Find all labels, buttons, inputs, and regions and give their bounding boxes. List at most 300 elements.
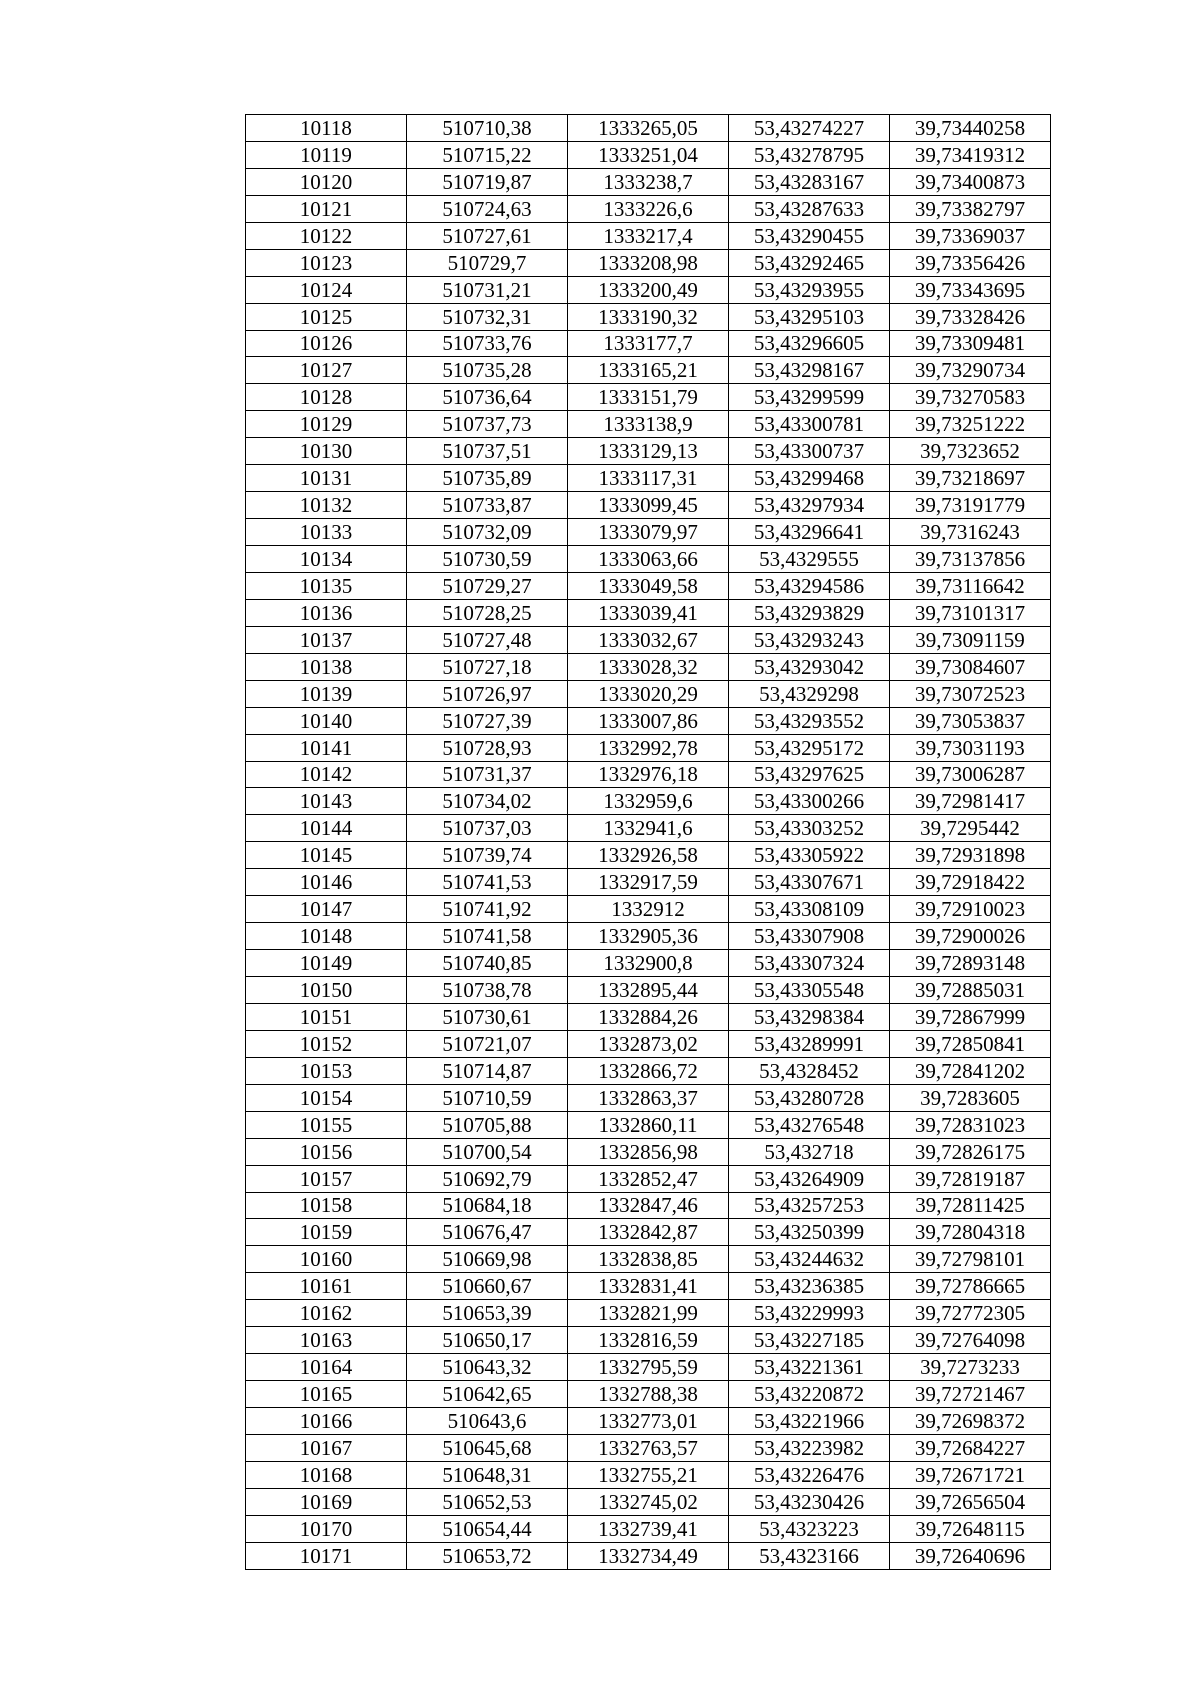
longitude-cell: 39,72721467 xyxy=(890,1381,1051,1408)
point-number-cell: 10151 xyxy=(246,1003,407,1030)
longitude-cell: 39,72804318 xyxy=(890,1219,1051,1246)
longitude-cell: 39,73218697 xyxy=(890,465,1051,492)
longitude-cell: 39,72656504 xyxy=(890,1488,1051,1515)
longitude-cell: 39,7323652 xyxy=(890,438,1051,465)
coord-x-cell: 510653,72 xyxy=(407,1542,568,1569)
longitude-cell: 39,7283605 xyxy=(890,1084,1051,1111)
table-row xyxy=(246,546,1051,573)
coord-x-cell: 510692,79 xyxy=(407,1165,568,1192)
table-row xyxy=(246,1408,1051,1435)
latitude-cell: 53,432718 xyxy=(729,1138,890,1165)
coord-x-cell: 510740,85 xyxy=(407,950,568,977)
longitude-cell: 39,73382797 xyxy=(890,195,1051,222)
coord-y-cell: 1333049,58 xyxy=(568,572,729,599)
point-number-cell: 10148 xyxy=(246,923,407,950)
longitude-cell: 39,72640696 xyxy=(890,1542,1051,1569)
longitude-cell: 39,72671721 xyxy=(890,1461,1051,1488)
coord-x-cell: 510731,37 xyxy=(407,761,568,788)
longitude-cell: 39,73006287 xyxy=(890,761,1051,788)
table-row xyxy=(246,842,1051,869)
table-row xyxy=(246,330,1051,357)
latitude-cell: 53,43293552 xyxy=(729,707,890,734)
table-row xyxy=(246,411,1051,438)
coord-y-cell: 1333039,41 xyxy=(568,599,729,626)
point-number-cell: 10120 xyxy=(246,168,407,195)
coord-x-cell: 510721,07 xyxy=(407,1030,568,1057)
longitude-cell: 39,72786665 xyxy=(890,1273,1051,1300)
point-number-cell: 10163 xyxy=(246,1327,407,1354)
longitude-cell: 39,73072523 xyxy=(890,680,1051,707)
point-number-cell: 10144 xyxy=(246,815,407,842)
table-row xyxy=(246,141,1051,168)
longitude-cell: 39,73290734 xyxy=(890,357,1051,384)
coord-y-cell: 1332905,36 xyxy=(568,923,729,950)
latitude-cell: 53,43290455 xyxy=(729,222,890,249)
coord-y-cell: 1332734,49 xyxy=(568,1542,729,1569)
coord-x-cell: 510732,09 xyxy=(407,519,568,546)
point-number-cell: 10160 xyxy=(246,1246,407,1273)
coord-y-cell: 1332941,6 xyxy=(568,815,729,842)
longitude-cell: 39,72798101 xyxy=(890,1246,1051,1273)
coord-x-cell: 510732,31 xyxy=(407,303,568,330)
point-number-cell: 10128 xyxy=(246,384,407,411)
latitude-cell: 53,43307908 xyxy=(729,923,890,950)
longitude-cell: 39,73419312 xyxy=(890,141,1051,168)
table-row xyxy=(246,303,1051,330)
table-row xyxy=(246,384,1051,411)
longitude-cell: 39,72931898 xyxy=(890,842,1051,869)
longitude-cell: 39,73369037 xyxy=(890,222,1051,249)
point-number-cell: 10132 xyxy=(246,492,407,519)
table-row xyxy=(246,1030,1051,1057)
point-number-cell: 10158 xyxy=(246,1192,407,1219)
coord-y-cell: 1332866,72 xyxy=(568,1057,729,1084)
coord-y-cell: 1332852,47 xyxy=(568,1165,729,1192)
table-row xyxy=(246,1057,1051,1084)
point-number-cell: 10153 xyxy=(246,1057,407,1084)
coord-y-cell: 1332863,37 xyxy=(568,1084,729,1111)
latitude-cell: 53,43274227 xyxy=(729,115,890,142)
longitude-cell: 39,73309481 xyxy=(890,330,1051,357)
coord-x-cell: 510710,38 xyxy=(407,115,568,142)
longitude-cell: 39,72698372 xyxy=(890,1408,1051,1435)
coord-x-cell: 510676,47 xyxy=(407,1219,568,1246)
point-number-cell: 10133 xyxy=(246,519,407,546)
coord-y-cell: 1332788,38 xyxy=(568,1381,729,1408)
coord-y-cell: 1333238,7 xyxy=(568,168,729,195)
coord-y-cell: 1332847,46 xyxy=(568,1192,729,1219)
table-row xyxy=(246,977,1051,1004)
coord-x-cell: 510728,93 xyxy=(407,734,568,761)
point-number-cell: 10131 xyxy=(246,465,407,492)
coord-y-cell: 1332739,41 xyxy=(568,1515,729,1542)
latitude-cell: 53,43293955 xyxy=(729,276,890,303)
table-row xyxy=(246,923,1051,950)
table-row xyxy=(246,1138,1051,1165)
point-number-cell: 10146 xyxy=(246,869,407,896)
coord-x-cell: 510736,64 xyxy=(407,384,568,411)
latitude-cell: 53,43283167 xyxy=(729,168,890,195)
coord-y-cell: 1332895,44 xyxy=(568,977,729,1004)
coord-y-cell: 1333028,32 xyxy=(568,653,729,680)
coord-x-cell: 510730,61 xyxy=(407,1003,568,1030)
point-number-cell: 10169 xyxy=(246,1488,407,1515)
coord-x-cell: 510735,89 xyxy=(407,465,568,492)
point-number-cell: 10140 xyxy=(246,707,407,734)
point-number-cell: 10127 xyxy=(246,357,407,384)
coord-y-cell: 1332795,59 xyxy=(568,1354,729,1381)
coord-x-cell: 510724,63 xyxy=(407,195,568,222)
coord-x-cell: 510727,61 xyxy=(407,222,568,249)
coord-x-cell: 510642,65 xyxy=(407,1381,568,1408)
point-number-cell: 10155 xyxy=(246,1111,407,1138)
coord-y-cell: 1332926,58 xyxy=(568,842,729,869)
longitude-cell: 39,72826175 xyxy=(890,1138,1051,1165)
latitude-cell: 53,43257253 xyxy=(729,1192,890,1219)
point-number-cell: 10134 xyxy=(246,546,407,573)
latitude-cell: 53,43221361 xyxy=(729,1354,890,1381)
coord-y-cell: 1332873,02 xyxy=(568,1030,729,1057)
point-number-cell: 10156 xyxy=(246,1138,407,1165)
longitude-cell: 39,73116642 xyxy=(890,572,1051,599)
longitude-cell: 39,73251222 xyxy=(890,411,1051,438)
latitude-cell: 53,4323223 xyxy=(729,1515,890,1542)
coord-x-cell: 510729,27 xyxy=(407,572,568,599)
longitude-cell: 39,73356426 xyxy=(890,249,1051,276)
point-number-cell: 10136 xyxy=(246,599,407,626)
table-row xyxy=(246,222,1051,249)
table-row xyxy=(246,1434,1051,1461)
latitude-cell: 53,43293042 xyxy=(729,653,890,680)
latitude-cell: 53,43292465 xyxy=(729,249,890,276)
longitude-cell: 39,73084607 xyxy=(890,653,1051,680)
longitude-cell: 39,72841202 xyxy=(890,1057,1051,1084)
coord-y-cell: 1333099,45 xyxy=(568,492,729,519)
table-row xyxy=(246,1165,1051,1192)
longitude-cell: 39,72900026 xyxy=(890,923,1051,950)
longitude-cell: 39,73328426 xyxy=(890,303,1051,330)
longitude-cell: 39,73400873 xyxy=(890,168,1051,195)
longitude-cell: 39,72981417 xyxy=(890,788,1051,815)
latitude-cell: 53,4329298 xyxy=(729,680,890,707)
coord-x-cell: 510728,25 xyxy=(407,599,568,626)
table-row xyxy=(246,788,1051,815)
table-row xyxy=(246,357,1051,384)
coord-y-cell: 1333063,66 xyxy=(568,546,729,573)
coord-y-cell: 1332821,99 xyxy=(568,1300,729,1327)
point-number-cell: 10129 xyxy=(246,411,407,438)
table-row xyxy=(246,1515,1051,1542)
coord-x-cell: 510650,17 xyxy=(407,1327,568,1354)
coord-x-cell: 510731,21 xyxy=(407,276,568,303)
coord-y-cell: 1333208,98 xyxy=(568,249,729,276)
point-number-cell: 10130 xyxy=(246,438,407,465)
point-number-cell: 10171 xyxy=(246,1542,407,1569)
coord-y-cell: 1332745,02 xyxy=(568,1488,729,1515)
coord-x-cell: 510741,58 xyxy=(407,923,568,950)
longitude-cell: 39,7273233 xyxy=(890,1354,1051,1381)
table-row xyxy=(246,599,1051,626)
point-number-cell: 10145 xyxy=(246,842,407,869)
latitude-cell: 53,43289991 xyxy=(729,1030,890,1057)
table-row xyxy=(246,1219,1051,1246)
point-number-cell: 10167 xyxy=(246,1434,407,1461)
coord-y-cell: 1332816,59 xyxy=(568,1327,729,1354)
coord-x-cell: 510643,32 xyxy=(407,1354,568,1381)
latitude-cell: 53,43229993 xyxy=(729,1300,890,1327)
latitude-cell: 53,43226476 xyxy=(729,1461,890,1488)
table-row xyxy=(246,1300,1051,1327)
latitude-cell: 53,43307324 xyxy=(729,950,890,977)
coord-y-cell: 1332842,87 xyxy=(568,1219,729,1246)
table-row xyxy=(246,519,1051,546)
table-row xyxy=(246,707,1051,734)
coord-x-cell: 510733,76 xyxy=(407,330,568,357)
coord-y-cell: 1333007,86 xyxy=(568,707,729,734)
table-row xyxy=(246,465,1051,492)
longitude-cell: 39,72918422 xyxy=(890,869,1051,896)
point-number-cell: 10161 xyxy=(246,1273,407,1300)
coord-y-cell: 1332884,26 xyxy=(568,1003,729,1030)
table-row xyxy=(246,1273,1051,1300)
coord-x-cell: 510652,53 xyxy=(407,1488,568,1515)
latitude-cell: 53,43298167 xyxy=(729,357,890,384)
coord-y-cell: 1333151,79 xyxy=(568,384,729,411)
coord-x-cell: 510705,88 xyxy=(407,1111,568,1138)
point-number-cell: 10168 xyxy=(246,1461,407,1488)
latitude-cell: 53,43305922 xyxy=(729,842,890,869)
coord-y-cell: 1332763,57 xyxy=(568,1434,729,1461)
point-number-cell: 10125 xyxy=(246,303,407,330)
coord-x-cell: 510710,59 xyxy=(407,1084,568,1111)
coordinates-table xyxy=(245,114,1051,1570)
coord-y-cell: 1333251,04 xyxy=(568,141,729,168)
table-row xyxy=(246,680,1051,707)
longitude-cell: 39,73137856 xyxy=(890,546,1051,573)
table-row xyxy=(246,1003,1051,1030)
point-number-cell: 10138 xyxy=(246,653,407,680)
point-number-cell: 10152 xyxy=(246,1030,407,1057)
table-row xyxy=(246,115,1051,142)
coord-x-cell: 510719,87 xyxy=(407,168,568,195)
latitude-cell: 53,43307671 xyxy=(729,869,890,896)
coord-x-cell: 510739,74 xyxy=(407,842,568,869)
latitude-cell: 53,43296605 xyxy=(729,330,890,357)
table-row xyxy=(246,572,1051,599)
coord-x-cell: 510734,02 xyxy=(407,788,568,815)
table-row xyxy=(246,950,1051,977)
coord-y-cell: 1332860,11 xyxy=(568,1111,729,1138)
latitude-cell: 53,4329555 xyxy=(729,546,890,573)
latitude-cell: 53,43308109 xyxy=(729,896,890,923)
coord-y-cell: 1333190,32 xyxy=(568,303,729,330)
longitude-cell: 39,73101317 xyxy=(890,599,1051,626)
table-row xyxy=(246,276,1051,303)
latitude-cell: 53,4328452 xyxy=(729,1057,890,1084)
latitude-cell: 53,43230426 xyxy=(729,1488,890,1515)
coord-y-cell: 1333200,49 xyxy=(568,276,729,303)
table-row xyxy=(246,438,1051,465)
table-row xyxy=(246,734,1051,761)
coord-x-cell: 510660,67 xyxy=(407,1273,568,1300)
latitude-cell: 53,43293243 xyxy=(729,626,890,653)
coord-x-cell: 510684,18 xyxy=(407,1192,568,1219)
latitude-cell: 53,43264909 xyxy=(729,1165,890,1192)
point-number-cell: 10150 xyxy=(246,977,407,1004)
coord-y-cell: 1333138,9 xyxy=(568,411,729,438)
table-row xyxy=(246,195,1051,222)
longitude-cell: 39,7316243 xyxy=(890,519,1051,546)
point-number-cell: 10119 xyxy=(246,141,407,168)
coord-x-cell: 510700,54 xyxy=(407,1138,568,1165)
latitude-cell: 53,43220872 xyxy=(729,1381,890,1408)
point-number-cell: 10149 xyxy=(246,950,407,977)
longitude-cell: 39,73270583 xyxy=(890,384,1051,411)
coord-x-cell: 510645,68 xyxy=(407,1434,568,1461)
longitude-cell: 39,73343695 xyxy=(890,276,1051,303)
latitude-cell: 53,43300737 xyxy=(729,438,890,465)
coord-x-cell: 510726,97 xyxy=(407,680,568,707)
point-number-cell: 10159 xyxy=(246,1219,407,1246)
point-number-cell: 10126 xyxy=(246,330,407,357)
longitude-cell: 39,72850841 xyxy=(890,1030,1051,1057)
coord-x-cell: 510669,98 xyxy=(407,1246,568,1273)
coord-y-cell: 1333177,7 xyxy=(568,330,729,357)
longitude-cell: 39,73191779 xyxy=(890,492,1051,519)
point-number-cell: 10165 xyxy=(246,1381,407,1408)
table-row xyxy=(246,1111,1051,1138)
coord-x-cell: 510643,6 xyxy=(407,1408,568,1435)
coord-y-cell: 1333032,67 xyxy=(568,626,729,653)
coord-y-cell: 1333165,21 xyxy=(568,357,729,384)
coord-y-cell: 1332917,59 xyxy=(568,869,729,896)
latitude-cell: 53,43295172 xyxy=(729,734,890,761)
longitude-cell: 39,72910023 xyxy=(890,896,1051,923)
coord-x-cell: 510738,78 xyxy=(407,977,568,1004)
longitude-cell: 39,72811425 xyxy=(890,1192,1051,1219)
coord-x-cell: 510737,51 xyxy=(407,438,568,465)
table-row xyxy=(246,1084,1051,1111)
table-row xyxy=(246,815,1051,842)
coord-x-cell: 510741,53 xyxy=(407,869,568,896)
table-row xyxy=(246,1192,1051,1219)
point-number-cell: 10137 xyxy=(246,626,407,653)
longitude-cell: 39,72831023 xyxy=(890,1111,1051,1138)
latitude-cell: 53,43244632 xyxy=(729,1246,890,1273)
coord-x-cell: 510737,73 xyxy=(407,411,568,438)
latitude-cell: 53,43298384 xyxy=(729,1003,890,1030)
table-row xyxy=(246,896,1051,923)
point-number-cell: 10139 xyxy=(246,680,407,707)
point-number-cell: 10166 xyxy=(246,1408,407,1435)
point-number-cell: 10164 xyxy=(246,1354,407,1381)
coord-x-cell: 510730,59 xyxy=(407,546,568,573)
longitude-cell: 39,72819187 xyxy=(890,1165,1051,1192)
latitude-cell: 53,43293829 xyxy=(729,599,890,626)
coord-y-cell: 1332856,98 xyxy=(568,1138,729,1165)
coord-x-cell: 510741,92 xyxy=(407,896,568,923)
table-row xyxy=(246,761,1051,788)
latitude-cell: 53,43276548 xyxy=(729,1111,890,1138)
coord-x-cell: 510737,03 xyxy=(407,815,568,842)
latitude-cell: 53,43296641 xyxy=(729,519,890,546)
coord-y-cell: 1332900,8 xyxy=(568,950,729,977)
coord-y-cell: 1332912 xyxy=(568,896,729,923)
latitude-cell: 53,43299599 xyxy=(729,384,890,411)
latitude-cell: 53,43227185 xyxy=(729,1327,890,1354)
table-row xyxy=(246,869,1051,896)
coord-x-cell: 510727,18 xyxy=(407,653,568,680)
longitude-cell: 39,72764098 xyxy=(890,1327,1051,1354)
coord-x-cell: 510654,44 xyxy=(407,1515,568,1542)
latitude-cell: 53,43278795 xyxy=(729,141,890,168)
latitude-cell: 53,43299468 xyxy=(729,465,890,492)
point-number-cell: 10142 xyxy=(246,761,407,788)
latitude-cell: 53,43236385 xyxy=(729,1273,890,1300)
point-number-cell: 10123 xyxy=(246,249,407,276)
coord-y-cell: 1333129,13 xyxy=(568,438,729,465)
point-number-cell: 10147 xyxy=(246,896,407,923)
latitude-cell: 53,43305548 xyxy=(729,977,890,1004)
latitude-cell: 53,43295103 xyxy=(729,303,890,330)
longitude-cell: 39,72867999 xyxy=(890,1003,1051,1030)
coord-y-cell: 1333226,6 xyxy=(568,195,729,222)
longitude-cell: 39,7295442 xyxy=(890,815,1051,842)
latitude-cell: 53,43294586 xyxy=(729,572,890,599)
latitude-cell: 53,43223982 xyxy=(729,1434,890,1461)
table-row xyxy=(246,1542,1051,1569)
latitude-cell: 53,4323166 xyxy=(729,1542,890,1569)
table-row xyxy=(246,249,1051,276)
table-row xyxy=(246,168,1051,195)
latitude-cell: 53,43250399 xyxy=(729,1219,890,1246)
longitude-cell: 39,73031193 xyxy=(890,734,1051,761)
table-row xyxy=(246,1381,1051,1408)
point-number-cell: 10118 xyxy=(246,115,407,142)
latitude-cell: 53,43221966 xyxy=(729,1408,890,1435)
longitude-cell: 39,73091159 xyxy=(890,626,1051,653)
latitude-cell: 53,43297625 xyxy=(729,761,890,788)
point-number-cell: 10170 xyxy=(246,1515,407,1542)
table-row xyxy=(246,626,1051,653)
table-row xyxy=(246,1354,1051,1381)
longitude-cell: 39,72885031 xyxy=(890,977,1051,1004)
longitude-cell: 39,72648115 xyxy=(890,1515,1051,1542)
coord-x-cell: 510727,48 xyxy=(407,626,568,653)
coord-y-cell: 1332992,78 xyxy=(568,734,729,761)
coordinates-table-body xyxy=(246,115,1051,1570)
coord-y-cell: 1333265,05 xyxy=(568,115,729,142)
coord-y-cell: 1333020,29 xyxy=(568,680,729,707)
latitude-cell: 53,43287633 xyxy=(729,195,890,222)
latitude-cell: 53,43303252 xyxy=(729,815,890,842)
coord-x-cell: 510727,39 xyxy=(407,707,568,734)
longitude-cell: 39,73440258 xyxy=(890,115,1051,142)
coord-y-cell: 1332838,85 xyxy=(568,1246,729,1273)
point-number-cell: 10135 xyxy=(246,572,407,599)
point-number-cell: 10124 xyxy=(246,276,407,303)
latitude-cell: 53,43300781 xyxy=(729,411,890,438)
coord-y-cell: 1332959,6 xyxy=(568,788,729,815)
coord-y-cell: 1333217,4 xyxy=(568,222,729,249)
longitude-cell: 39,73053837 xyxy=(890,707,1051,734)
latitude-cell: 53,43280728 xyxy=(729,1084,890,1111)
table-row xyxy=(246,1246,1051,1273)
coord-y-cell: 1332755,21 xyxy=(568,1461,729,1488)
point-number-cell: 10143 xyxy=(246,788,407,815)
coord-x-cell: 510653,39 xyxy=(407,1300,568,1327)
table-row xyxy=(246,1327,1051,1354)
